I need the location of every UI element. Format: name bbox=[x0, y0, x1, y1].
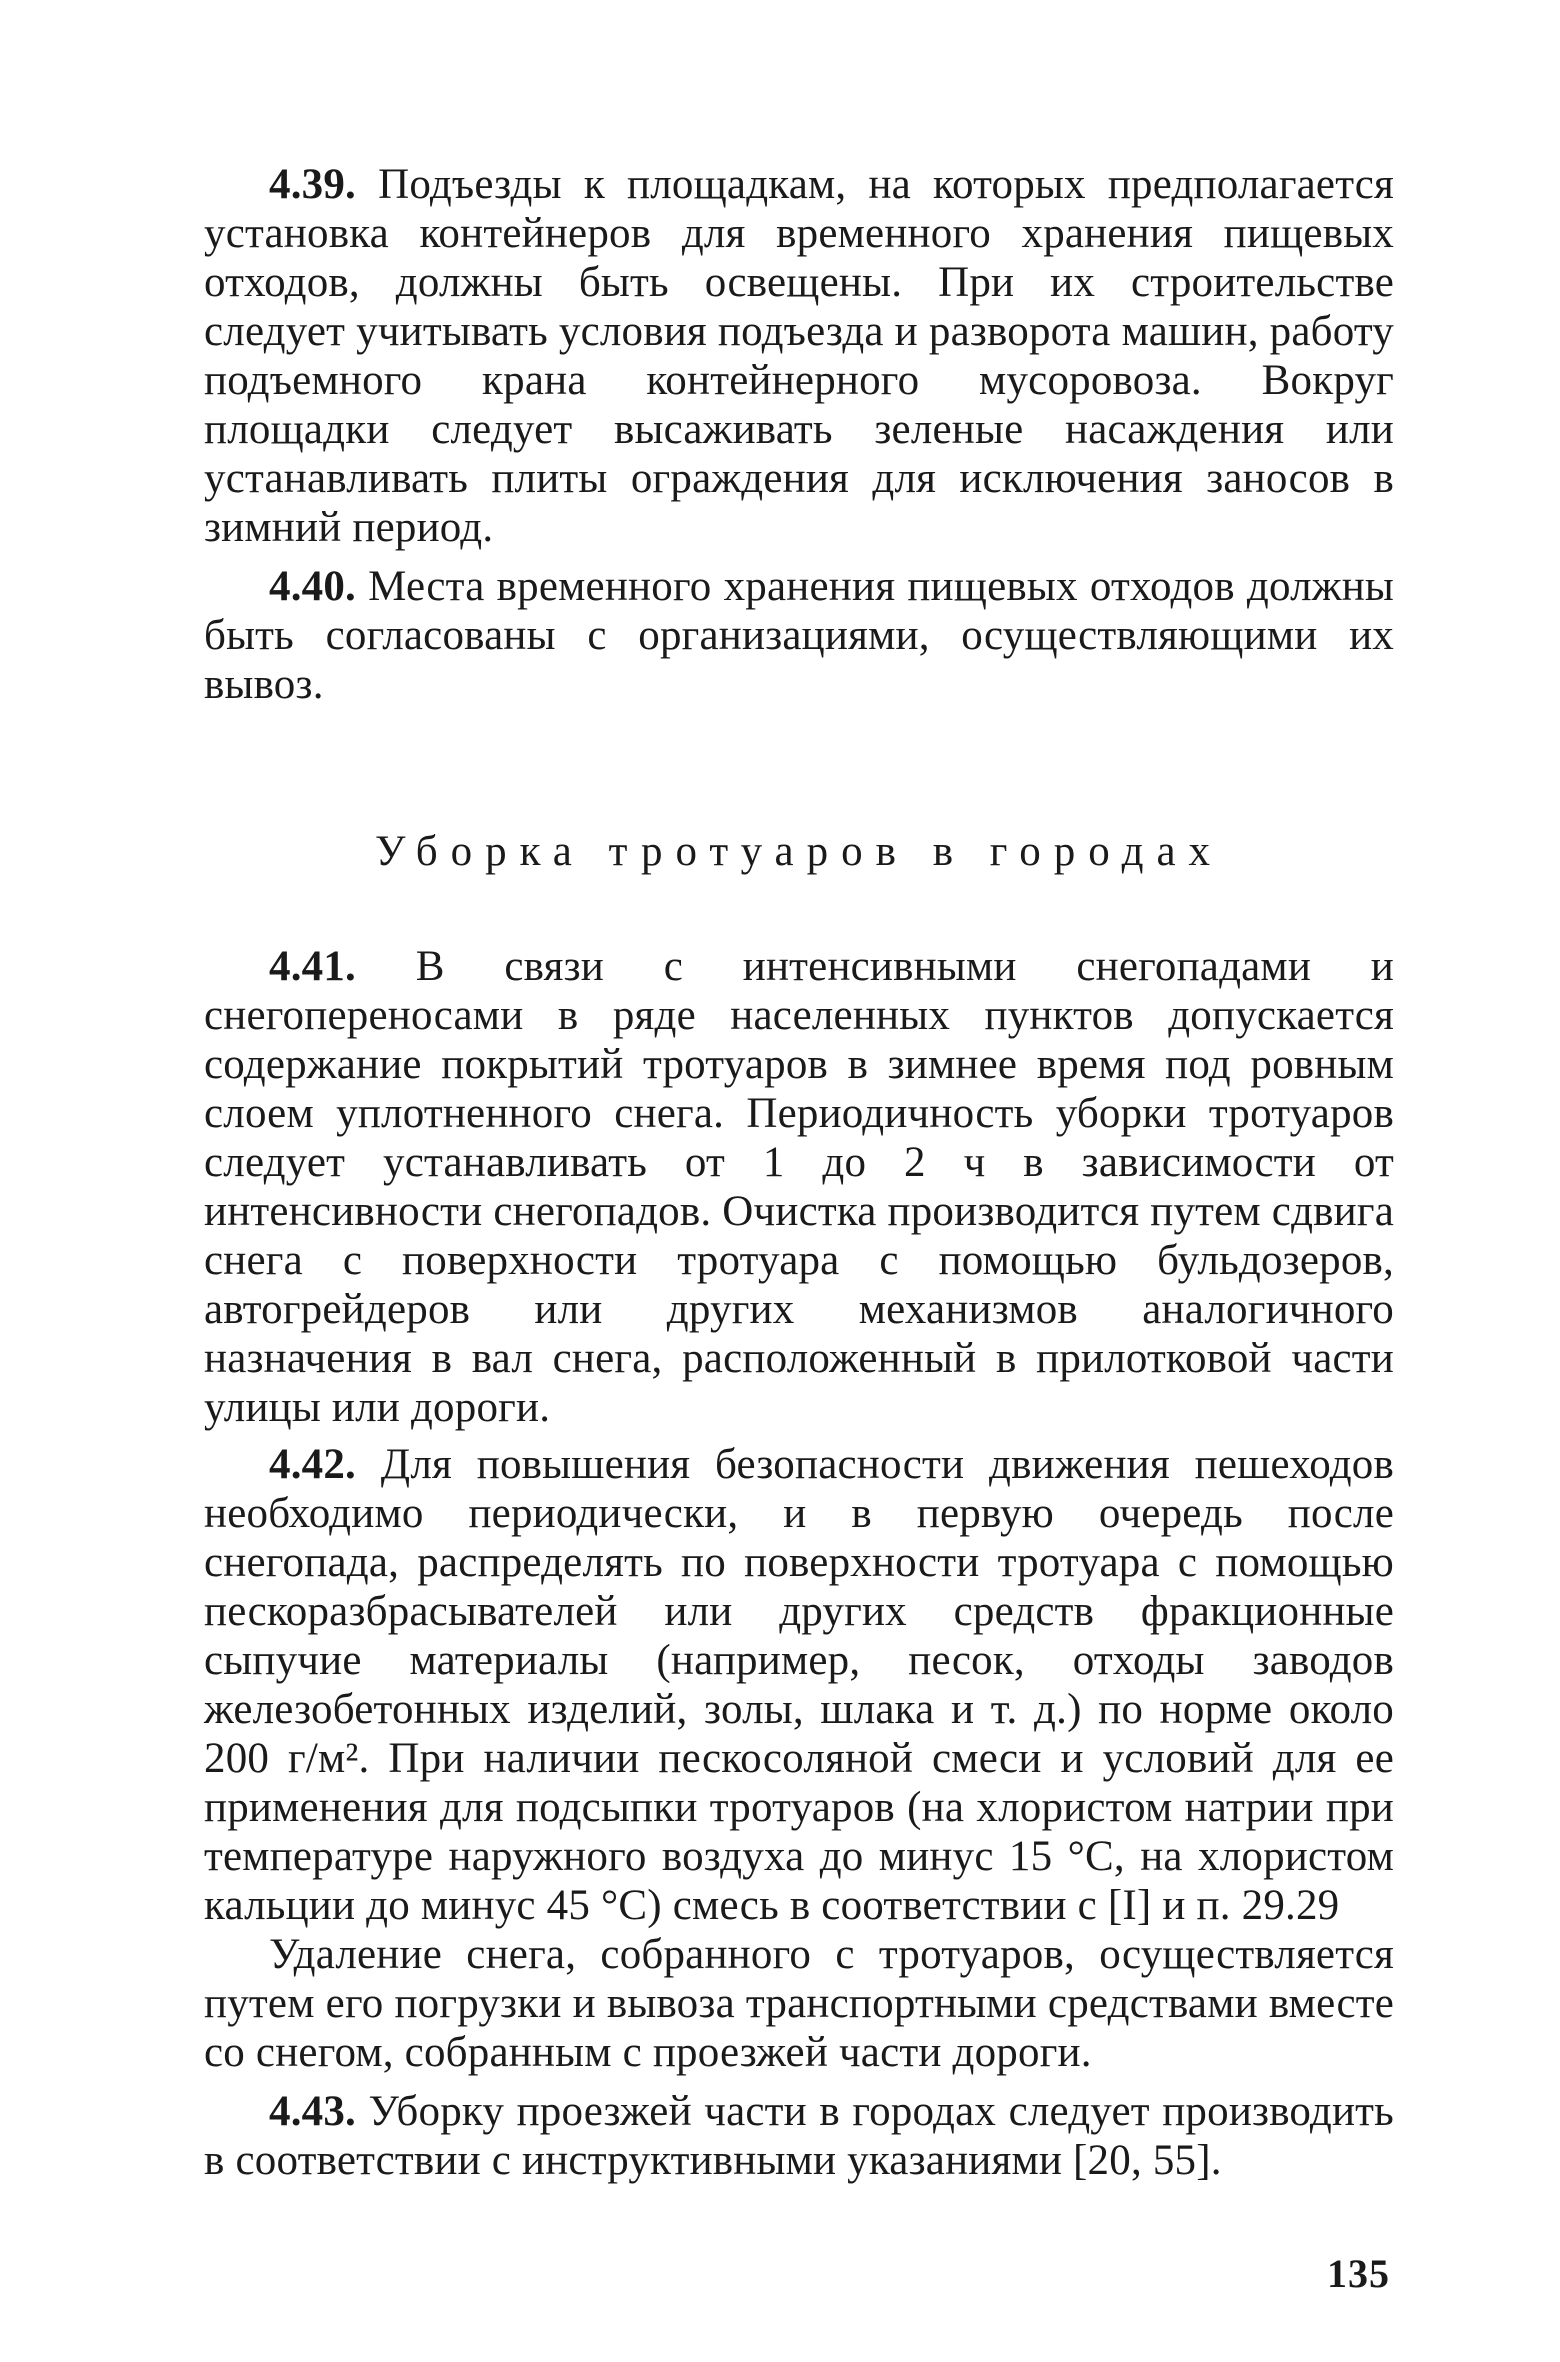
paragraph-text: В связи с интенсивными снегопадами и снегопереносами в ряде населенных пунктов допускается содержание покрытий тротуаров в зимнее время под ровным слоем уплотненного снега. Периодичность уборки тротуаров следует устанавливать от 1 до 2 ч в зависимости от интенсивности снегопадов. Очистка производится путем сдвига снега с поверхности тротуара с помощью бульдозеров, автогрейдеров или других механизмов аналогичного назначения в вал снега, расположенный в прилотковой части улицы или дороги. bbox=[204, 943, 1395, 1431]
paragraph-number: 4.39. bbox=[269, 161, 356, 208]
paragraph-text: Подъезды к площадкам, на которых предполагается установка контейнеров для временного хранения пищевых отходов, должны быть освещены. При их строительстве следует учитывать условия подъезда и разворота машин, работу подъемного крана контейнерного мусоровоза. Вокруг площадки следует высаживать зеленые насаждения или устанавливать плиты ограждения для исключения заносов в зимний период. bbox=[204, 161, 1395, 551]
paragraph-4-41 bbox=[204, 942, 1394, 1432]
paragraph-4-43 bbox=[204, 2087, 1394, 2185]
paragraph-text: Для повышения безопасности движения пешеходов необходимо периодически, и в первую очередь после снегопада, распределять по поверхности тротуара с помощью пескоразбрасывателей или других средств фракционные сыпучие материалы (например, песок, отходы заводов железобетонных изделий, золы, шлака и т. д.) по норме около 200 г/м². При наличии пескосоляной смеси и условий для ее применения для подсыпки тротуаров (на хлористом натрии при температуре наружного воздуха до минус 15 °С, на хлористом кальции до минус 45 °С) смесь в соответствии с [I] и п. 29.29 bbox=[204, 1441, 1394, 1929]
paragraph-4-39 bbox=[204, 160, 1394, 552]
paragraph-text: Уборку проезжей части в городах следует производить в соответствии с инструктивными указаниями [20, 55]. bbox=[204, 2088, 1394, 2184]
paragraph-number: 4.41. bbox=[269, 943, 356, 990]
paragraph-text: Места временного хранения пищевых отходов должны быть согласованы с организациями, осуществляющими их вывоз. bbox=[204, 563, 1394, 708]
section-heading: Уборка тротуаров в городах bbox=[374, 828, 1224, 875]
paragraph-4-42 bbox=[204, 1440, 1394, 1930]
paragraph-4-42-continuation: Удаление снега, собранного с тротуаров, осуществляется путем его погрузки и вывоза транспортными средствами вместе со снегом, собранным с проезжей части дороги. bbox=[204, 1931, 1394, 2076]
paragraph-4-40 bbox=[204, 562, 1394, 709]
document-page bbox=[204, 160, 1395, 2296]
page-number: 135 bbox=[1327, 2251, 1390, 2296]
paragraph-number: 4.42. bbox=[269, 1441, 356, 1488]
paragraph-number: 4.40. bbox=[269, 563, 356, 610]
paragraph-number: 4.43. bbox=[269, 2088, 356, 2135]
